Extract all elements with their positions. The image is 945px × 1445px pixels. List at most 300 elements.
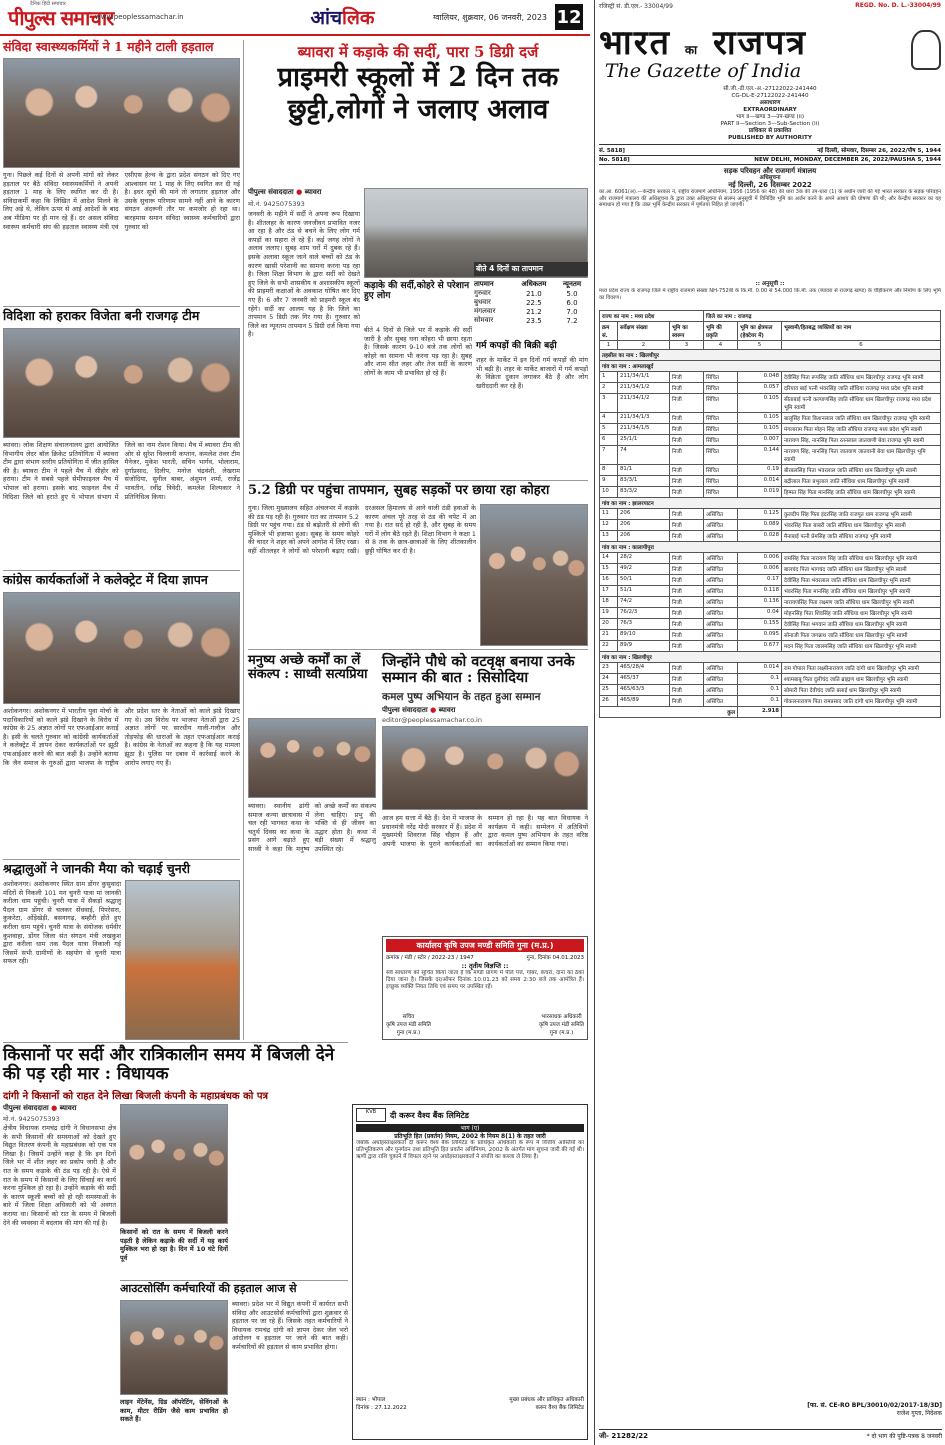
village-row: [600, 652, 941, 663]
table-row: [600, 619, 941, 630]
bullet: ●: [296, 188, 303, 196]
land-nature-cell: असिंचित: [704, 696, 738, 707]
story-body-rajgarh: ब्यावरा। लोक शिक्षण संचालनालय द्वारा आयोजित विभागीय लेदर बॉल क्रिकेट प्रतियोगिता में ब्यावरा टीम द्वारा संभाग स्तरीय प्रतियोगिता में जीत हासिल की है। ब्यावरा टीम ने पहले मैच में सीहोर को हराया। टीम ने सबसे पहले सेमीफाइनल मैच में भोपाल को हराया। इसके बाद फाइनल मैच में विदिशा जिले को हराते हुए ये भोपाल संभाग में जिले का नाम रोशन किया। मैच में ब्यावरा टीम की ओर से सुरेश चिल्लानी कप्तान, कमलेश तंवर टीम मैनेजर, मुकेश भारती, सचिन भार्गव, भोलाराम, दुर्गाप्रसाद, दिलीप, मनोज चंद्रवंशी, लेखराम संजोदिया, सुनील बाबर, अंशुमन शर्मा, राजेंद्र भावतीन, रवींद्र त्रिवेदी, कमलेश शिल्पकार ने प्रतिनिधित्व किया।: [3, 441, 240, 501]
mandi-date: गुना, दिनांक 04.01.2023: [526, 955, 584, 961]
land-nature-cell: असिंचित: [704, 674, 738, 685]
serial-cell: 17: [600, 586, 618, 597]
min: 5.0: [566, 289, 578, 298]
table-header-row: [600, 322, 941, 341]
land-type-cell: निजी: [670, 630, 704, 641]
land-nature-cell: असिंचित: [704, 553, 738, 564]
table-row: [600, 476, 941, 487]
temperature-header-row: [474, 280, 588, 289]
column-header: क्रम सं.: [600, 322, 618, 341]
table-row: [600, 685, 941, 696]
village-label: गांव का नाम : आमलाखुर्द: [600, 361, 941, 372]
table-row: [600, 641, 941, 652]
total-label: कुल: [600, 707, 738, 718]
owner-cell: देवीसिंह पिता रूपसिंह जाति सौंधिया धाम खिलचीपुर राजगढ़ भूमि स्वामी: [782, 372, 941, 383]
story-body-sisodiya: आज हम सत्ता में बैठे हैं। देश में भाजपा के प्रधानमंत्री नरेंद्र मोदी सरकार में हैं। प्रदेश में मुख्यमंत्री शिवराज सिंह चौहान हैं और अपनी भाजपा के पुराने कार्यकर्ताओं का सम्मान हो रहा है। यह बात विधायक ने कार्यक्रम में कही। सम्मेलन में अतिथियों द्वारा कमल पुष्प अभियान के तहत वरिष्ठ कार्यकर्ताओं का सम्मान किया गया।: [382, 814, 588, 848]
min: 7.2: [566, 316, 578, 325]
kicker-farmers: दांगी ने किसानों को राहत देने लिखा बिजली कंपनी के महाप्रबंधक को पत्र: [3, 1091, 269, 1102]
headline-rajgarh-team: विदिशा को हराकर विजेता बनी राजगढ़ टीम: [3, 308, 200, 323]
story-body: गुना। पिछले कई दिनों से अपनी मांगों को लेकर हड़ताल पर बैठे संविदा स्वास्थ्यकर्मियों ने अपनी हड़ताल 1 माह के लिए स्थगित कर दी है। संविदाकर्मी कहा कि लिखित में आदेश मिलने के लिए अड़े थे, लेकिन ऊपर से आई आदेशों के बाद अब मीडिया पर ही मान रहे हैं। दर असल संविदा स्वास्थ्य कर्मचारी संघ की हड़ताल स्वास्थ्य मंत्री एवं एसीएस हेल्थ के द्वारा प्रदेश संगठन को दिए गए आश्वासन पर 1 माह के लिए स्थगित कर दी गई है। इधर सूत्रों की माने तो लगातार हड़ताल और उसके सुचारू परिणाम सामने नहीं आने के कारण संगठन अंदरूनी तौर पर कमजोर हो रहा था। बारहमास समान संविदा स्वास्थ्य कर्मचारियों द्वारा गुरुवार को: [3, 171, 240, 231]
bank-date: दिनांक : 27.12.2022: [356, 1405, 407, 1411]
mobile-schools: मो.नं. 9425075393: [248, 200, 305, 208]
land-type-cell: निजी: [670, 586, 704, 597]
story-body-farmers: क्षेत्रीय विधायक रामचंद्र दांगी ने विधानसभा क्षेत्र के सभी किसानों की समस्याओं को देखते हुए विद्युत वितरण कंपनी के महाप्रबंधक को एक पत्र लिखा है। जिसमें उन्होंने कहा है कि इन दिनों जिले भर में शीत लहर का प्रकोप जारी है और रात के समय कड़ाके की ठंड पड़ रही है। ऐसे में रात के समय में किसानों के लिए सिंचाई का कार्य करना मुश्किल हो रहा है। उन्होंने कड़ाके की सर्दी के कारण स्कूली बच्चों को हो रही समस्याओं के बारे में जिला शिक्षा अधिकारी को भी अवगत कराया था। किसानों को रात के समय में बिजली देने की व्यवस्था में बदलाव की मांग की गई है।: [3, 1124, 116, 1227]
serial-cell: 13: [600, 531, 618, 542]
land-type-cell: निजी: [670, 597, 704, 608]
headline-chunari: श्रद्धालुओं ने जानकी मैया को चढ़ाई चुनरी: [3, 861, 191, 876]
column-header: भूमि का स्वरूप: [670, 322, 704, 341]
gazette-signatory: राजेश गुप्ता, निदेशक: [896, 1410, 942, 1417]
temperature-header: तापमान: [474, 280, 494, 288]
gazette-issue-en: [599, 155, 941, 165]
bank-notice-body: जबकि अधोहस्ताक्षरकर्ता दी करूर वैश्य बैंक लिमिटेड के प्राधिकृत अधिकारी के रूप में वित्तीय आस्तियों का प्रतिभूतिकरण और पुनर्गठन तथा प्रतिभूति हित प्रवर्तन अधिनियम, 2002 के अंतर्गत मांग सूचना जारी की गई थी। ऋणी द्वारा राशि चुकाने में विफल रहने पर अधोहस्ताक्षरकर्ता ने संपत्ति का कब्जा ले लिया है।: [356, 1140, 584, 1161]
max: 21.2: [526, 307, 542, 316]
land-nature-cell: असिंचित: [704, 608, 738, 619]
land-nature-cell: सिंचित: [704, 476, 738, 487]
survey-number-cell: 83/3/1: [618, 476, 670, 487]
serial-cell: 9: [600, 476, 618, 487]
gazette-schedule-text: मध्य प्रदेश राज्य के राजगढ़ जिले में राष्ट्रीय राजमार्ग संख्या NH-752बी के कि.मी. 0.00 से 54.000 कि.मी. तक (ब्यावरा से राजगढ़ खण्ड) के चौड़ीकरण और निर्माण के लिए भूमि का विवरण।: [599, 288, 941, 301]
gazette-note: * दो भाग की पुष्टि-पत्रक 8 जनवरी: [866, 1433, 942, 1440]
survey-number-cell: 206: [618, 531, 670, 542]
survey-number-cell: 206: [618, 509, 670, 520]
gazette-notice-type: अधिसूचना: [759, 175, 781, 181]
mandi-signatures: [386, 1012, 584, 1036]
dateline: ग्वालियर, शुक्रवार, 06 जनवरी, 2023: [432, 12, 547, 22]
total-blank: [782, 707, 941, 718]
owner-cell: मंगलाराम पिता मोहन सिंह जाति सौंधिया राजगढ़ मध्य प्रदेश भूमि स्वामी: [782, 424, 941, 435]
land-nature-cell: असिंचित: [704, 509, 738, 520]
village-label: गांव का नाम : कालापीपुरा: [600, 542, 941, 553]
story-body-woolens: शहर के मार्केट में इन दिनों गर्म कपड़ों की मांग भी बढ़ी है। शहर के मार्केट बाजारों में गर्म कपड़ों के विक्रेता दुकान लगाकर बैठे हैं और लोग खरीददारी कर रहे हैं।: [476, 356, 588, 390]
max: 23.5: [526, 316, 542, 325]
tehsil-label: तहसील का नाम : खिलचीपुर: [600, 350, 941, 361]
headline-farmers: किसानों पर सर्दी और रात्रिकालीन समय में बिजली देने की पड़ रही मार : विधायक: [3, 1045, 335, 1084]
gazette-ministry: सड़क परिवहन और राजमार्ग मंत्रालय: [723, 167, 817, 175]
table-row: [600, 553, 941, 564]
land-type-cell: निजी: [670, 383, 704, 394]
land-type-cell: निजी: [670, 641, 704, 652]
gazette-notice-date: नई दिल्ली, 26 दिसम्बर 2022: [728, 181, 812, 189]
column-number: 5: [738, 341, 782, 350]
owner-cell: सोनाजी पिता जगन्नाथ जाति सौंधिया धाम खिलचीपुर भूमि स्वामी: [782, 630, 941, 641]
gazette-regd: [599, 2, 941, 10]
column-header: भूमि की प्रकृति: [704, 322, 738, 341]
bank-signature: मुख्य प्रबंधक और प्राधिकृत अधिकारी करूर वैश्य बैंक लिमिटेड: [509, 1397, 584, 1411]
max: 22.5: [526, 298, 542, 307]
survey-number-cell: 465/89: [618, 696, 670, 707]
temperature-header: अधिकतम: [521, 280, 547, 288]
village-row: [600, 542, 941, 553]
table-row: [600, 383, 941, 394]
area-cell: 0.19: [738, 465, 782, 476]
felicitation-photo: [382, 726, 588, 810]
gazette-regd-hi: रजिस्ट्री सं. डी.एल.- 33004/99: [599, 3, 673, 10]
area-cell: 0.677: [738, 641, 782, 652]
land-nature-cell: सिंचित: [704, 424, 738, 435]
column-header: सर्वेक्षण संख्या: [618, 322, 670, 341]
serial-cell: 8: [600, 465, 618, 476]
survey-number-cell: 211/34/1/1: [618, 372, 670, 383]
gazette-footer: [599, 1401, 942, 1417]
land-nature-cell: असिंचित: [704, 564, 738, 575]
story-body-outsourcing: ब्यावरा। प्रदेश भर में विद्युत कंपनी में कार्यरत सभी संविदा और आउटसोर्स कर्मचारियों द्वारा शुक्रवार से हड़ताल पर जा रहे हैं। जिसके तहत कर्मचारियों ने विधायक रामचंद्र दांगी को ज्ञापन देकर जेल भरो आंदोलन व हड़ताल पर जाने की बात कही। कर्मचारियों की हड़ताल से काम प्रभावित होगा।: [232, 1300, 348, 1351]
column-number: 1: [600, 341, 618, 350]
village-label: गांव का नाम : झालरपाटन: [600, 498, 941, 509]
table-row: [600, 575, 941, 586]
table-row: [600, 630, 941, 641]
bank-name: दी करूर वैश्य बैंक लिमिटेड: [390, 1110, 469, 1120]
table-row: [600, 465, 941, 476]
area-cell: 0.1: [738, 696, 782, 707]
story-contract-health-workers: [3, 40, 240, 54]
gazette-title-hi-a: भारत: [599, 23, 671, 63]
byline-name: पीपुल्स संवाददाता: [3, 1104, 49, 1112]
area-cell: 0.089: [738, 520, 782, 531]
survey-number-cell: 465/37: [618, 674, 670, 685]
gazette-title-hi-b: राजपत्र: [713, 23, 808, 63]
serial-cell: 26: [600, 696, 618, 707]
bank-section: भाग (ए): [356, 1124, 584, 1132]
area-cell: 0.155: [738, 619, 782, 630]
gazette-title-hi-ka: का: [684, 43, 700, 57]
min: 6.0: [566, 298, 578, 307]
table-location-row: [600, 311, 941, 322]
owner-cell: मोहनसिंह पिता शिवसिंह जाति सौंधिया धाम खिलचीपुर भूमि स्वामी: [782, 608, 941, 619]
gazette-title-en: The Gazette of India: [604, 60, 802, 82]
serial-cell: 16: [600, 575, 618, 586]
table-row: [600, 520, 941, 531]
story-body-chunari: अशोकनगर। अशोकनगर स्थित ग्राम डोंगर कुसुवादा मंदिरों से निकली 101 मन चुनरी यात्रा मां जानकी करीला धाम पहुंची। चुनरी यात्रा में सैकड़ों श्रद्धालु पैदल ग्राम डोंगर से चलकर सेंधवाई, पिपरेसरा, कुकरेटा, ओंड़ेखेड़ी, बसनागढ़, बम्हौरी होते हुए करीला धाम पहुंचे। चुनरी यात्रा के संयोजक धर्मवीर कुशवाहा, डोंगर जिला संत संगठन मंत्री लखकुश द्वारा करीला धाम तक पैदल यात्रा निकाली गई जिसमें सभी ग्रामीणों के सहयोग से चुनरी यात्रा सफल रही।: [3, 880, 121, 966]
survey-number-cell: 465/28/4: [618, 663, 670, 674]
table-row: [600, 608, 941, 619]
masthead: [0, 0, 590, 36]
page-number: 12: [555, 4, 583, 30]
land-nature-cell: असिंचित: [704, 520, 738, 531]
divider: [3, 859, 240, 860]
serial-cell: 24: [600, 674, 618, 685]
kicker-sisodiya: कमल पुष्प अभियान के तहत हुआ सम्मान: [382, 691, 541, 703]
land-nature-cell: सिंचित: [704, 487, 738, 498]
serial-cell: 4: [600, 413, 618, 424]
serial-cell: 21: [600, 630, 618, 641]
serial-cell: 3: [600, 394, 618, 413]
caption-outsourcing: लाइन मेंटेनेंस, ग्रिड ऑपरेटिंग, सेविंगओं के काम, मीटर रीडिंग जैसे काम प्रभावित हो सकते हैं।: [120, 1398, 228, 1424]
survey-number-cell: 211/34/1/3: [618, 413, 670, 424]
survey-number-cell: 211/34/1/2: [618, 383, 670, 394]
survey-number-cell: 81/1: [618, 465, 670, 476]
team-photo: [3, 328, 240, 438]
owner-cell: सीताबाई पत्नी कल्याणसिंह जाति सौंधिया धाम खिलचीपुर राजगढ़ मध्य प्रदेश भूमि स्वामी: [782, 394, 941, 413]
gazette-kind: असाधारण EXTRAORDINARY: [743, 100, 797, 113]
bank-place: स्थान : भोपाल: [356, 1397, 386, 1403]
land-type-cell: निजी: [670, 685, 704, 696]
owner-cell: भंवरसिंह पिता बाबरी जाति सौंधिया धाम खिलचीपुर भूमि स्वामी: [782, 520, 941, 531]
day: मंगलवार: [474, 307, 496, 315]
gazette-file-no: [फा. सं. CE-RO BPL/30010/02/2017-18/3D]: [807, 1402, 942, 1409]
land-nature-cell: असिंचित: [704, 575, 738, 586]
mandi-ref: क्रमांक / मंडी / स्टोर / 2022-23 / 1947: [386, 955, 474, 961]
land-type-cell: निजी: [670, 696, 704, 707]
area-cell: 0.136: [738, 597, 782, 608]
section-title: [275, 4, 410, 30]
survey-number-cell: 76/2/3: [618, 608, 670, 619]
total-row: [600, 707, 941, 718]
survey-number-cell: 25/1/1: [618, 435, 670, 446]
divider: [248, 649, 588, 650]
land-nature-cell: असिंचित: [704, 531, 738, 542]
owner-cell: देवीसिंह पिता भंवरलाल जाति सौंधिया धाम खिलचीपुर भूमि स्वामी: [782, 575, 941, 586]
serial-cell: 2: [600, 383, 618, 394]
land-nature-cell: असिंचित: [704, 663, 738, 674]
brand-tag: दैनिक हिंदी समाचार: [30, 1, 66, 7]
headline-congress-memorandum: कांग्रेस कार्यकर्ताओं ने कलेक्ट्रेट में दिया ज्ञापन: [3, 572, 208, 587]
area-cell: 0.04: [738, 608, 782, 619]
owner-cell: राम गोपाल पिता लक्ष्मीनारायण जाति दांगी धाम खिलचीपुर भूमि स्वामी: [782, 663, 941, 674]
owner-cell: कुलदीप सिंह पिता इंदरसिंह जाति राजपूत धाम राजगढ़ भूमि स्वामी: [782, 509, 941, 520]
divider: [120, 1280, 348, 1281]
sadhvi-photo: [248, 718, 376, 798]
temperature-grid: [474, 280, 588, 325]
serial-cell: 14: [600, 553, 618, 564]
area-cell: 0.048: [738, 372, 782, 383]
land-nature-cell: असिंचित: [704, 619, 738, 630]
headline-sisodiya: जिन्होंने पौधे को वटवृक्ष बनाया उनके सम्मान की बात : सिसोदिया: [382, 653, 575, 686]
story-body-fog: बीते 4 दिनों से जिले भर में कड़ाके की सर्दी जारी है और सुबह घना कोहरा भी छाया रहता है। जिसके कारण 9-10 बजे तक लोगों को कोहरे का सामना भी करना पड़ रहा है। सुबह और शाम सीत लहर और तेज सर्दी के कारण लोगों के काम भी प्रभावित हो रहे हैं।: [364, 326, 472, 377]
brand-name: पीपुल्स समाचार: [8, 5, 114, 30]
gazette-no-hi: सं. 5818]: [599, 148, 625, 154]
headline-sadhvi: मनुष्य अच्छे कर्मों का लें संकल्प : साध्वी सत्यप्रिया: [248, 653, 368, 683]
temperature-header: न्यूनतम: [562, 280, 582, 288]
bank-place-date: [356, 1395, 407, 1411]
land-type-cell: निजी: [670, 674, 704, 685]
section-title-b: लिक: [342, 7, 375, 29]
survey-number-cell: 211/34/1/2: [618, 394, 670, 413]
mandi-sign-left: सचिव कृषि उपज मंडी समिति गुना (म.प्र.): [386, 1014, 431, 1036]
land-type-cell: निजी: [670, 619, 704, 630]
chunari-photo: [125, 880, 240, 1040]
table-row: [600, 509, 941, 520]
protest-photo: [3, 58, 240, 168]
story-body-schools: जनवरी के महीने में सर्दी ने अपना रूप दिखाया है। शीतलहर के कारण जनजीवन प्रभावित नजर आ रहा है और ठंड से बचने के लिए लोग गर्म कपड़ों का सहारा ले रहे हैं। कई जगह लोगों ने अलाव जलाए। सुबह शाम घरों में दुबक रहे हैं। इसके अलावा स्कूल जाने वाले बच्चों को ठंड के कारण खासी परेशानी का सामना करना पड़ रहा है। जिला शिक्षा विभाग के द्वारा सर्दी को देखते हुए जिले के सभी शासकीय व अशासकीय स्कूलों की प्राइमरी कक्षाओं के अवकाश घोषित कर दिए गए हैं। 6 और 7 जनवरी को प्राइमरी स्कूल बंद रहेंगे। सर्दी का आलम यह है कि जिले का तापमान 5 डिग्री तक गिर गया है। गुरुवार को जिले का न्यूनतम तापमान 5 डिग्री दर्ज किया गया है।: [248, 210, 360, 339]
land-type-cell: निजी: [670, 553, 704, 564]
gazette-part: भाग II—खण्ड 3—उप-खण्ड (ii) PART II—Section 3—Sub-Section (ii): [720, 114, 820, 127]
area-cell: 0.057: [738, 383, 782, 394]
column-header: भूस्वामी/हितबद्ध व्यक्तियों का नाम: [782, 322, 941, 341]
owner-cell: भंवरसिंह पिता मानसिंह जाति सौंधिया धाम खिलचीपुर भूमि स्वामी: [782, 586, 941, 597]
land-type-cell: निजी: [670, 394, 704, 413]
gazette-panel: [594, 0, 945, 1445]
bank-notice: [352, 1104, 588, 1440]
land-type-cell: निजी: [670, 372, 704, 383]
owner-cell: हिम्मत सिंह पिता मानसिंह जाति सौंधिया धाम खिलचीपुर भूमि स्वामी: [782, 487, 941, 498]
area-cell: 0.105: [738, 413, 782, 424]
owner-cell: श्यामबाबू पिता दुलीचंद जाति ब्राह्मण धाम खिलचीपुर भूमि स्वामी: [782, 674, 941, 685]
land-schedule-table: [599, 310, 941, 718]
column-number: 3: [670, 341, 704, 350]
land-nature-cell: सिंचित: [704, 446, 738, 465]
land-nature-cell: सिंचित: [704, 435, 738, 446]
survey-number-cell: 76/3: [618, 619, 670, 630]
land-type-cell: निजी: [670, 663, 704, 674]
mandi-notice-title: कार्यालय कृषि उपज मण्डी समिति गुना (म.प्र.): [386, 939, 584, 952]
area-cell: 0.144: [738, 446, 782, 465]
area-cell: 0.014: [738, 663, 782, 674]
land-nature-cell: असिंचित: [704, 630, 738, 641]
headline-fog: कड़ाके की सर्दी,कोहरे से परेशान हुए लोग: [364, 281, 470, 301]
mandi-sign-right: भारसाधक अधिकारी कृषि उपज मंडी समिति गुना (म.प्र.): [539, 1014, 584, 1036]
land-nature-cell: सिंचित: [704, 372, 738, 383]
land-nature-cell: सिंचित: [704, 413, 738, 424]
survey-number-cell: 211/34/1/5: [618, 424, 670, 435]
owner-cell: नारायणसिंह पिता लक्ष्मण जाति सौंधिया धाम खिलचीपुर भूमि स्वामी: [782, 597, 941, 608]
land-type-cell: निजी: [670, 509, 704, 520]
byline-name: पीपुल्स संवाददाता: [248, 188, 294, 196]
byline-sisodiya: [382, 706, 588, 715]
land-type-cell: निजी: [670, 608, 704, 619]
gazette-authority: प्राधिकार से प्रकाशित PUBLISHED BY AUTHORITY: [728, 128, 812, 141]
land-type-cell: निजी: [670, 413, 704, 424]
min: 7.0: [566, 307, 578, 316]
owner-cell: गोकलनारायण पिता रामप्रसाद जाति दांगी धाम खिलचीपुर भूमि स्वामी: [782, 696, 941, 707]
survey-number-cell: 465/63/3: [618, 685, 670, 696]
land-type-cell: निजी: [670, 487, 704, 498]
column-number: 4: [704, 341, 738, 350]
state-label: राज्य का नाम : मध्य प्रदेश: [600, 311, 704, 322]
total-value: 2.918: [738, 707, 782, 718]
bank-notice-title: प्रतिभूति हित (प्रवर्तन) नियम, 2002 के नियम 8(1) के तहत जारी: [394, 1133, 546, 1140]
owner-cell: नारायण सिंह, नानसिंह पिता रतनलाल जातवाणी बेवा राजगढ़ भूमि स्वामी: [782, 435, 941, 446]
table-row: [600, 394, 941, 413]
mobile-farmers: मो.नं. 9425075393: [3, 1115, 60, 1123]
owner-cell: रामसिंह पिता नारायण सिंह जाति सौंधिया धाम खिलचीपुर भूमि स्वामी: [782, 553, 941, 564]
area-cell: 0.006: [738, 564, 782, 575]
table-row: [600, 696, 941, 707]
area-cell: 0.028: [738, 531, 782, 542]
serial-cell: 10: [600, 487, 618, 498]
land-type-cell: निजी: [670, 564, 704, 575]
area-cell: 0.095: [738, 630, 782, 641]
land-nature-cell: सिंचित: [704, 465, 738, 476]
land-type-cell: निजी: [670, 575, 704, 586]
area-cell: 0.007: [738, 435, 782, 446]
survey-number-cell: 83/3/2: [618, 487, 670, 498]
area-cell: 0.17: [738, 575, 782, 586]
gazette-intro: का.आ. 6061(अ).—केन्द्रीय सरकार ने, राष्ट्रीय राजमार्ग अधिनियम, 1956 (1956 का 48) की धारा 3क की उप-धारा (1) के अधीन जारी की गई भारत सरकार के सड़क परिवहन और राजमार्ग मंत्रालय की अधिसूचना के द्वारा उक्त अधिसूचना से संलग्न अनुसूची में विनिर्दिष्ट भूमि का अर्जन करने के अपने आशय की घोषणा की थी; और केन्द्रीय सरकार का यह समाधान हो गया है कि उक्त भूमि केन्द्रीय सरकार में पूर्णतया निहित हो जाएगी।: [599, 189, 941, 209]
table-row: [600, 487, 941, 498]
owner-cell: बालचंद पिता भागचंद जाति सौंधिया धाम खिलचीपुर भूमि स्वामी: [782, 564, 941, 575]
gazette-date-hi: नई दिल्ली, सोमवार, दिसम्बर 26, 2022/पौष 5, 1944: [817, 148, 941, 154]
owner-cell: बालूसिंह पिता किशनलाल जाति सौंधिया धाम खिलचीपुर राजगढ़ भूमि स्वामी: [782, 413, 941, 424]
survey-number-cell: 74/2: [618, 597, 670, 608]
table-number-row: [600, 341, 941, 350]
table-row: [600, 435, 941, 446]
district-label: जिले का नाम : राजगढ़: [704, 311, 941, 322]
divider: [3, 570, 240, 571]
mla-photo: [120, 1104, 228, 1224]
memorandum-photo: [3, 592, 240, 704]
owner-cell: सोमारी पिता देवीचंद जाति बलाई धाम खिलचीपुर भूमि स्वामी: [782, 685, 941, 696]
divider: [3, 1042, 348, 1043]
owner-cell: देवीसिंह पिता भगवान जाति सौंधिया धाम खिलचीपुर भूमि स्वामी: [782, 619, 941, 630]
serial-cell: 12: [600, 520, 618, 531]
caption-farmers: किसानों को रात के समय में बिजली करने पड़ती है लेकिन कड़ाके की सर्दी में यह कार्य मुश्किल भरा हो रहा है। दिन में 10 घंटे दिनों पूर्व: [120, 1228, 228, 1262]
gazette-no-en: No. 5818]: [599, 157, 630, 163]
headline-temperature: 5.2 डिग्री पर पहुंचा तापमान, सुबह सड़कों पर छाया रहा कोहरा: [248, 483, 550, 498]
headline-outsourcing: आउटसोर्सिंग कर्मचारियों की हड़ताल आज से: [120, 1282, 297, 1295]
land-type-cell: निजी: [670, 424, 704, 435]
headline-schools-closed: प्राइमरी स्कूलों में 2 दिन तक छुट्टी,लोगों ने जलाए अलाव: [277, 62, 559, 125]
land-nature-cell: असिंचित: [704, 586, 738, 597]
owner-cell: मदन सिंह पिता जालमसिंह जाति सौंधिया धाम खिलचीपुर भूमि स्वामी: [782, 641, 941, 652]
survey-number-cell: 50/1: [618, 575, 670, 586]
area-cell: 0.019: [738, 487, 782, 498]
story-body-temperature: गुना। जिला मुख्यालय सहित अंचलभर में कड़ाके की ठंड पड़ रही है। गुरुवार रात का तापमान 5.2 डिग्री पर पहुंच गया। ठंड से बढ़ोतरी से लोगों की मुश्किलें भी इजाफा हुआ। सुबह के समय कोहरे की चादर ने शहर को अपने आगोश में लिए रखा। वहीं शीतलहर ने लोगों को परेशानी बढ़ाए रखी। दरअसल हिमालय से आने वाली ठंडी हवाओं के कारण अंचल पूरे तरह से ठंड की चपेट में आ गया है। रात सर्द हो रही है, और सुबह के समय घरों में लोग बैठे रहते हैं। शिक्षा विभाग ने कक्षा 1 से 8 तक के छात्र-छात्राओं के लिए शीतकालीन छुट्टी घोषित कर दी है।: [248, 504, 476, 555]
divider: [3, 306, 240, 307]
site-url: www.peoplessamachar.in: [95, 13, 184, 21]
mandi-notice-ref-row: [386, 953, 584, 961]
bullet: ●: [51, 1104, 58, 1112]
land-type-cell: निजी: [670, 531, 704, 542]
gazette-title-hi: [599, 18, 807, 64]
survey-number-cell: 206: [618, 520, 670, 531]
table-row: [600, 413, 941, 424]
area-cell: 0.105: [738, 424, 782, 435]
survey-number-cell: 89/10: [618, 630, 670, 641]
byline-name: पीपुल्स संवाददाता: [382, 706, 428, 714]
table-row: [600, 372, 941, 383]
table-row: [600, 597, 941, 608]
email-sisodiya: editor@peoplessamachar.co.in: [382, 716, 482, 724]
survey-number-cell: 89/9: [618, 641, 670, 652]
byline-schools: [248, 188, 358, 197]
brand-logo: [0, 1, 114, 31]
gazette-date-en: NEW DELHI, MONDAY, DECEMBER 26, 2022/PAUSHA 5, 1944: [754, 157, 941, 163]
serial-cell: 11: [600, 509, 618, 520]
serial-cell: 7: [600, 446, 618, 465]
temperature-row: [474, 307, 588, 316]
day: गुरुवार: [474, 289, 491, 297]
land-type-cell: निजी: [670, 465, 704, 476]
owner-cell: मैनाबाई पत्नी प्रेमसिंह जाति सौंधिया राजगढ़ भूमि स्वामी: [782, 531, 941, 542]
serial-cell: 19: [600, 608, 618, 619]
byline-place: ब्यावरा: [304, 188, 322, 196]
village-label: गांव का नाम : खिलचीपुर: [600, 652, 941, 663]
day: सोमवार: [474, 316, 494, 324]
village-row: [600, 498, 941, 509]
serial-cell: 25: [600, 685, 618, 696]
land-nature-cell: सिंचित: [704, 394, 738, 413]
table-row: [600, 586, 941, 597]
temperature-row: [474, 289, 588, 298]
area-cell: 0.1: [738, 685, 782, 696]
story-body-congress: अशोकनगर। अशोकनगर में भारतीय युवा मोर्चा के पदाधिकारियों को काले झंडे दिखाने के विरोध में कांग्रेस के 25 अज्ञात लोगों पर एफआईआर कराई है। इसी के चलते गुरुवार को कांग्रेसी कार्यकर्ताओं ने कलेक्ट्रेट में ज्ञापन देकर कार्यकर्ताओं पर झूठी एफआईआर करने की बात कही है। उन्होंने बताया कि जैन समाज के गुरुओं द्वारा भाजपा के राष्ट्रीय और प्रदेश स्तर के नेताओं को काले झंडे दिखाए गए थे। उस विरोध पर भाजपा नेताओं द्वारा 25 अज्ञात लोगों पर सारधीय गाली-गलौज और तोड़फोड़ की धाराओं के तहत एफआईआर कराई है। कांग्रेस के नेताओं का कहना है कि यह मामला झूठा है। पुलिस पर दबाव में कार्रवाई करने के आरोप लगाए गए हैं।: [3, 707, 240, 767]
gazette-schedule-title: :: अनुसूची ::: [755, 281, 785, 287]
area-cell: 0.014: [738, 476, 782, 487]
bonfire-photo: [480, 504, 588, 646]
mandi-notice: [382, 936, 588, 1040]
column-number: 2: [618, 341, 670, 350]
section-title-a: आंच: [310, 7, 343, 29]
divider: [248, 480, 588, 481]
headline: संविदा स्वास्थ्यकर्मियों ने 1 महीने टाली हड़ताल: [3, 39, 214, 54]
table-row: [600, 663, 941, 674]
bullet: ●: [430, 706, 437, 714]
